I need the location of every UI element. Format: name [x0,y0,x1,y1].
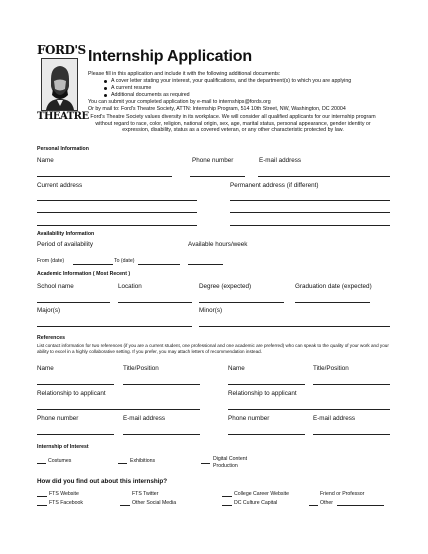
graduation-field[interactable] [295,302,370,303]
document-item: A cover letter stating your interest, your qualifications, and the department(s) to which you are applying [111,78,352,84]
email-field[interactable] [258,176,390,177]
current-address-line-2[interactable] [37,212,197,213]
ref2-phone-field[interactable] [228,434,305,435]
minors-label: Minor(s) [199,307,223,314]
location-field[interactable] [118,302,192,303]
diversity-statement: Ford's Theatre Society values diversity in its workplace. We will consider all qualified applicants for our internship program without regard to race, color, religion, national origin, sex, age, marital status, personal appearance, gender identity or expression, disability, status as a covered veteran, or any other characteristic protected by law. [90,114,376,134]
dc-culture-label: DC Culture Capital [234,500,278,506]
logo-text-top: FORD'S [37,43,86,57]
ref2-title-label: Title/Position [313,365,349,372]
exhibitions-checkbox[interactable] [118,463,127,464]
fts-facebook-checkbox[interactable] [37,505,47,506]
digital-checkbox[interactable] [201,463,210,464]
ref1-relationship-field[interactable] [37,409,200,410]
ref1-relationship-label: Relationship to applicant [37,390,106,397]
interest-heading: Internship of Interest [37,444,89,450]
references-note: List contact information for two references (if you are a current student, one professional and one academic are preferred) who can speak to the quality of your work and your ability to excel in a highly collaborative setting. If you prefer, you may attach letters of recommendation instead. [37,343,389,354]
from-label: From (date) [37,258,65,264]
instructions: Please fill in this application and include it with the following additional documents: [88,71,281,77]
ref1-phone-field[interactable] [37,434,114,435]
ref2-relationship-field[interactable] [228,409,390,410]
hours-label: Available hours/week [188,241,248,248]
degree-label: Degree (expected) [199,283,252,290]
current-address-line-1[interactable] [37,200,197,201]
hours-field[interactable] [188,264,223,265]
other-social-checkbox[interactable] [120,505,130,506]
current-address-label: Current address [37,182,83,189]
fts-twitter-label: FTS Twitter [132,491,159,497]
ref2-relationship-label: Relationship to applicant [228,390,297,397]
ref1-phone-label: Phone number [37,415,79,422]
fts-website-checkbox[interactable] [37,496,47,497]
digital-label: Digital Content Production [213,456,248,469]
bullet-icon [104,87,107,90]
ref2-phone-label: Phone number [228,415,270,422]
friend-label: Friend or Professor [320,491,365,497]
bullet-icon [104,80,107,83]
phone-label: Phone number [192,157,234,164]
submit-mail-text: Or by mail to: Ford's Theatre Society, ATTN: Internship Program, 514 10th Street, NW, Washington, DC 20004 [88,106,346,112]
exhibitions-label: Exhibitions [130,458,156,464]
ref2-name-field[interactable] [228,384,305,385]
other-social-label: Other Social Media [132,500,177,506]
graduation-label: Graduation date (expected) [295,283,372,290]
location-label: Location [118,283,142,290]
costumes-label: Costumes [48,458,72,464]
other-label: Other [320,500,333,506]
ref1-email-label: E-mail address [123,415,165,422]
submit-email-text: You can submit your completed application by e-mail to internships@fords.org [88,99,271,105]
ref2-title-field[interactable] [313,384,390,385]
college-career-checkbox[interactable] [222,496,232,497]
page-title: Internship Application [88,48,252,65]
school-label: School name [37,283,74,290]
document-item: A current resume [111,85,152,91]
college-career-label: College Career Website [234,491,289,497]
personal-heading: Personal Information [37,146,89,152]
ref1-email-field[interactable] [123,434,200,435]
lincoln-portrait-image [41,58,78,111]
bullet-icon [104,94,107,97]
to-label: To (date) [114,258,135,264]
permanent-address-label: Permanent address (if different) [230,182,319,189]
fts-website-label: FTS Website [49,491,79,497]
fords-theatre-logo [37,43,89,125]
costumes-checkbox[interactable] [37,463,46,464]
minors-field[interactable] [199,326,390,327]
majors-field[interactable] [37,326,192,327]
ref1-title-field[interactable] [123,384,200,385]
dc-culture-checkbox[interactable] [222,505,232,506]
name-label: Name [37,157,54,164]
email-label: E-mail address [259,157,301,164]
other-specify-field[interactable] [337,505,384,506]
source-heading: How did you find out about this internship? [37,478,168,485]
name-field[interactable] [37,176,172,177]
ref2-email-label: E-mail address [313,415,355,422]
permanent-address-line-1[interactable] [230,200,390,201]
fts-facebook-label: FTS Facebook [49,500,84,506]
current-address-line-3[interactable] [37,225,197,226]
academic-heading: Academic Information ( Most Recent ) [37,271,131,277]
from-date-field[interactable] [73,264,113,265]
permanent-address-line-2[interactable] [230,212,390,213]
availability-heading: Availability Information [37,231,95,237]
document-item: Additional documents as required [111,92,190,98]
majors-label: Major(s) [37,307,61,314]
period-label: Period of availability [37,241,94,248]
school-field[interactable] [37,302,110,303]
permanent-address-line-3[interactable] [230,225,390,226]
ref2-email-field[interactable] [313,434,390,435]
logo-text-bottom: THEATRE [37,111,89,122]
ref1-name-field[interactable] [37,384,114,385]
ref2-name-label: Name [228,365,245,372]
ref1-title-label: Title/Position [123,365,159,372]
ref1-name-label: Name [37,365,54,372]
to-date-field[interactable] [138,264,180,265]
references-heading: References [37,335,65,341]
degree-field[interactable] [199,302,284,303]
phone-field[interactable] [190,176,245,177]
other-checkbox[interactable] [309,505,318,506]
